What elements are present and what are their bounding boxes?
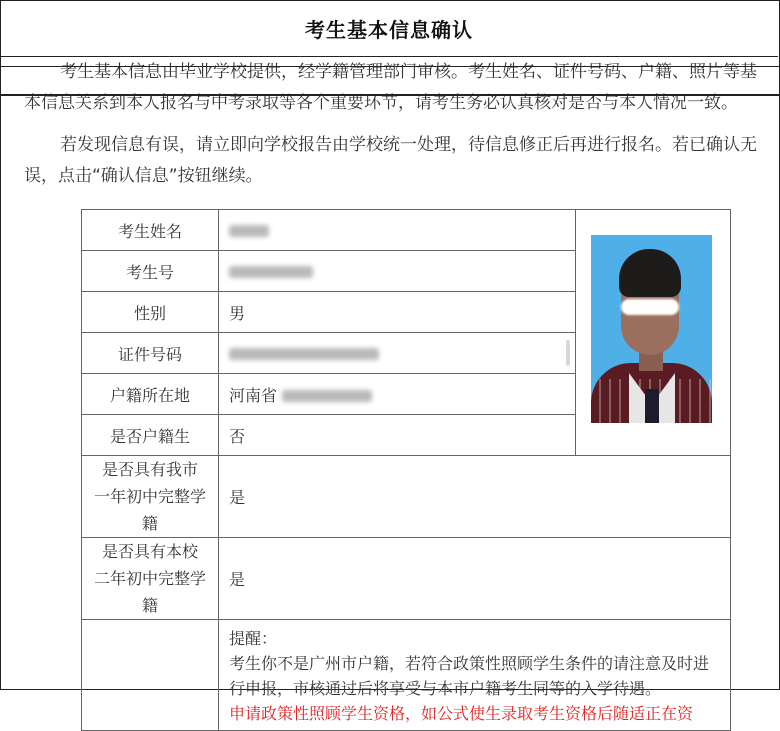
local-registration-value: 否 <box>219 415 576 456</box>
page-title: 考生基本信息确认 <box>305 17 473 42</box>
title-bar <box>0 0 778 57</box>
photo-cell <box>576 210 731 456</box>
notice-warning: 申请政策性照顾学生资格，如公式使生录取考生资格后随适正在资 <box>229 704 694 723</box>
row-label: 考生号 <box>82 251 219 292</box>
overlay-strip-bottom <box>0 94 780 96</box>
household-location-value <box>219 374 576 415</box>
overlay-strip-top <box>0 66 780 96</box>
redacted-id-number <box>229 348 379 360</box>
redacted-exam-number <box>229 266 313 278</box>
notice-body: 考生你不是广州市户籍，若符合政策性照顾学生条件的请注意及时进行申报，市核通过后将享受与本市户籍考生同等的入学待遇。 <box>229 654 710 698</box>
province-text: 河南省 <box>229 385 278 405</box>
row-label: 考生姓名 <box>82 210 219 251</box>
notice-label-cell <box>82 620 219 731</box>
instruction-paragraph: 若发现信息有误，请立即向学校报告由学校统一处理，待信息修正后再进行报名。若已确认无误，点击“确认信息”按钮继续。 <box>24 135 757 186</box>
student-info-table <box>81 209 731 731</box>
row-label: 证件号码 <box>82 333 219 374</box>
student-photo <box>591 235 712 423</box>
table-row <box>82 620 731 731</box>
notice-heading: 提醒： <box>229 629 278 648</box>
table-row <box>82 538 731 620</box>
id-number-value <box>219 333 576 374</box>
exam-number-value <box>219 251 576 292</box>
city-enrollment-value: 是 <box>219 456 731 538</box>
school-enrollment-value: 是 <box>219 538 731 620</box>
eye-redaction-bar <box>621 299 679 315</box>
table-row <box>82 456 731 538</box>
intro-paragraph: 考生基本信息由毕业学校提供，经学籍管理部门审核。考生姓名、证件号码、户籍、照片等基本信息关系到本人报名与中考录取等各个重要环节，请考生务必认真核对是否与本人情况一致。 <box>24 62 757 113</box>
row-label: 是否具有我市 一年初中完整学籍 <box>82 456 219 538</box>
redacted-address <box>282 390 372 402</box>
table-row <box>82 210 731 251</box>
row-label: 性别 <box>82 292 219 333</box>
name-value <box>219 210 576 251</box>
scroll-indicator[interactable] <box>566 340 570 366</box>
gender-value: 男 <box>219 292 576 333</box>
row-label: 户籍所在地 <box>82 374 219 415</box>
row-label: 是否具有本校 二年初中完整学籍 <box>82 538 219 620</box>
notice-cell <box>219 620 731 731</box>
row-label: 是否户籍生 <box>82 415 219 456</box>
redacted-name <box>229 225 269 237</box>
notice-text <box>229 620 720 730</box>
